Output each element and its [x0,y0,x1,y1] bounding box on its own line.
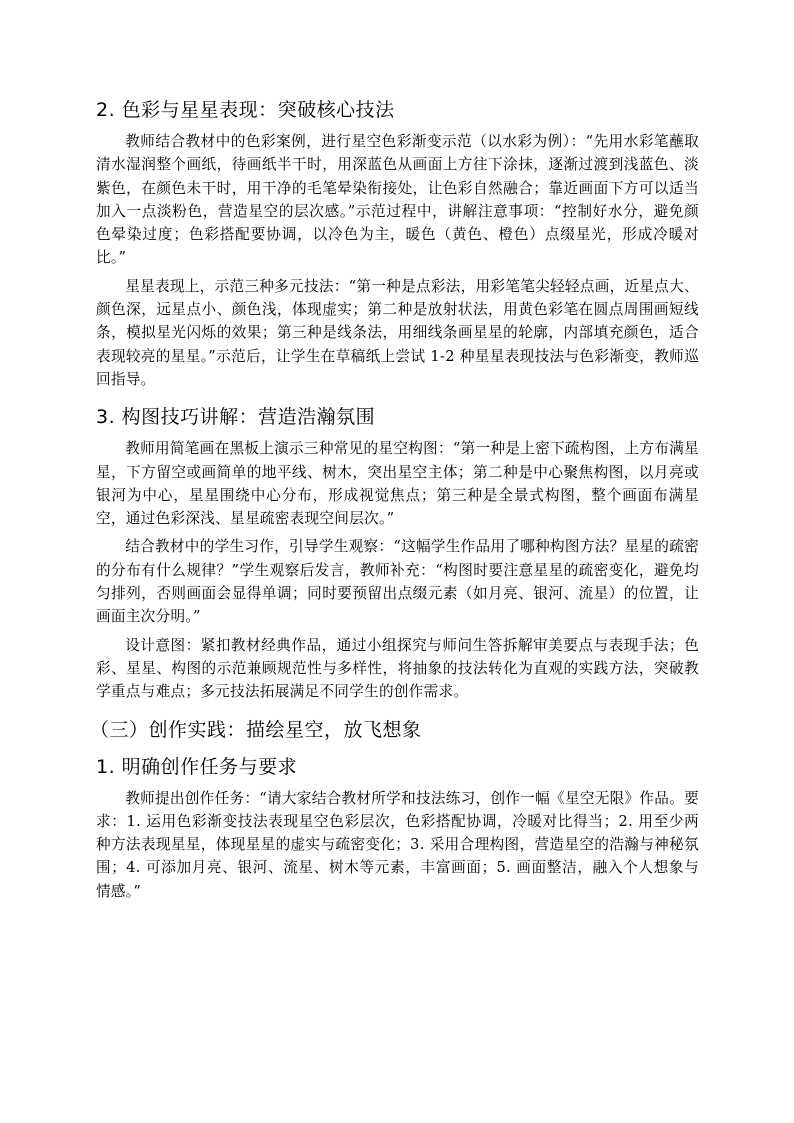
paragraph-star-techniques: 星星表现上，示范三种多元技法：“第一种是点彩法，用彩笔笔尖轻轻点画，近星点大、颜色深，远星点小、颜色浅，体现虚实；第二种是放射状法，用黄色彩笔在圆点周围画短线条，模拟星光闪烁的效果；第三种是线条法，用细线条画星星的轮廓，内部填充颜色，适合表现较亮的星星。”示范后，让学生在草稿纸上尝试 1-2 种星星表现技法与色彩渐变，教师巡回指导。 [96,277,699,388]
section-heading-task-requirements: 1. 明确创作任务与要求 [96,755,298,778]
section-heading-composition: 3. 构图技巧讲解：营造浩瀚氛围 [96,406,376,429]
paragraph-color-demo: 教师结合教材中的色彩案例，进行星空色彩渐变示范（以水彩为例）：“先用水彩笔蘸取清水湿润整个画纸，待画纸半干时，用深蓝色从画面上方往下涂抹，逐渐过渡到浅蓝色、淡紫色，在颜色未干时，用干净的毛笔晕染衔接处，让色彩自然融合；靠近画面下方可以适当加入一点淡粉色，营造星空的层次感。”示范过程中，讲解注意事项：“控制好水分，避免颜色晕染过度；色彩搭配要协调，以冷色为主，暖色（黄色、橙色）点缀星光，形成冷暖对比。” [96,133,699,267]
paragraph-design-intent: 设计意图：紧扣教材经典作品，通过小组探究与师问生答拆解审美要点与表现手法；色彩、星星、构图的示范兼顾规范性与多样性，将抽象的技法转化为直观的实践方法，突破教学重点与难点；多元技法拓展满足不同学生的创作需求。 [96,636,699,701]
major-heading-creative-practice: （三）创作实践：描绘星空，放飞想象 [90,718,422,741]
paragraph-student-observation: 结合教材中的学生习作，引导学生观察：“这幅学生作品用了哪种构图方法？星星的疏密的分布有什么规律？”学生观察后发言，教师补充：“构图时要注意星星的疏密变化，避免均匀排列，否则画面会显得单调；同时要预留出点缀元素（如月亮、银河、流星）的位置，让画面主次分明。” [96,538,699,626]
section-heading-color-stars: 2. 色彩与星星表现：突破核心技法 [96,99,395,121]
paragraph-creative-task: 教师提出创作任务：“请大家结合教材所学和技法练习，创作一幅《星空无限》作品。要求：1. 运用色彩渐变技法表现星空色彩层次，色彩搭配协调，冷暖对比得当；2. 用至少两种方法表现星星，体现星星的虚实与疏密变化；3. 采用合理构图，营造星空的浩瀚与神秘氛围；4. 可添加月亮、银河、流星、树木等元素，丰富画面；5. 画面整洁，融入个人想象与情感。” [96,789,699,900]
paragraph-composition-demo: 教师用简笔画在黑板上演示三种常见的星空构图：“第一种是上密下疏构图，上方布满星星，下方留空或画简单的地平线、树木，突出星空主体；第二种是中心聚焦构图，以月亮或银河为中心，星星围绕中心分布，形成视觉焦点；第三种是全景式构图，整个画面布满星空，通过色彩深浅、星星疏密表现空间层次。” [96,440,699,528]
document-body [90,96,699,903]
